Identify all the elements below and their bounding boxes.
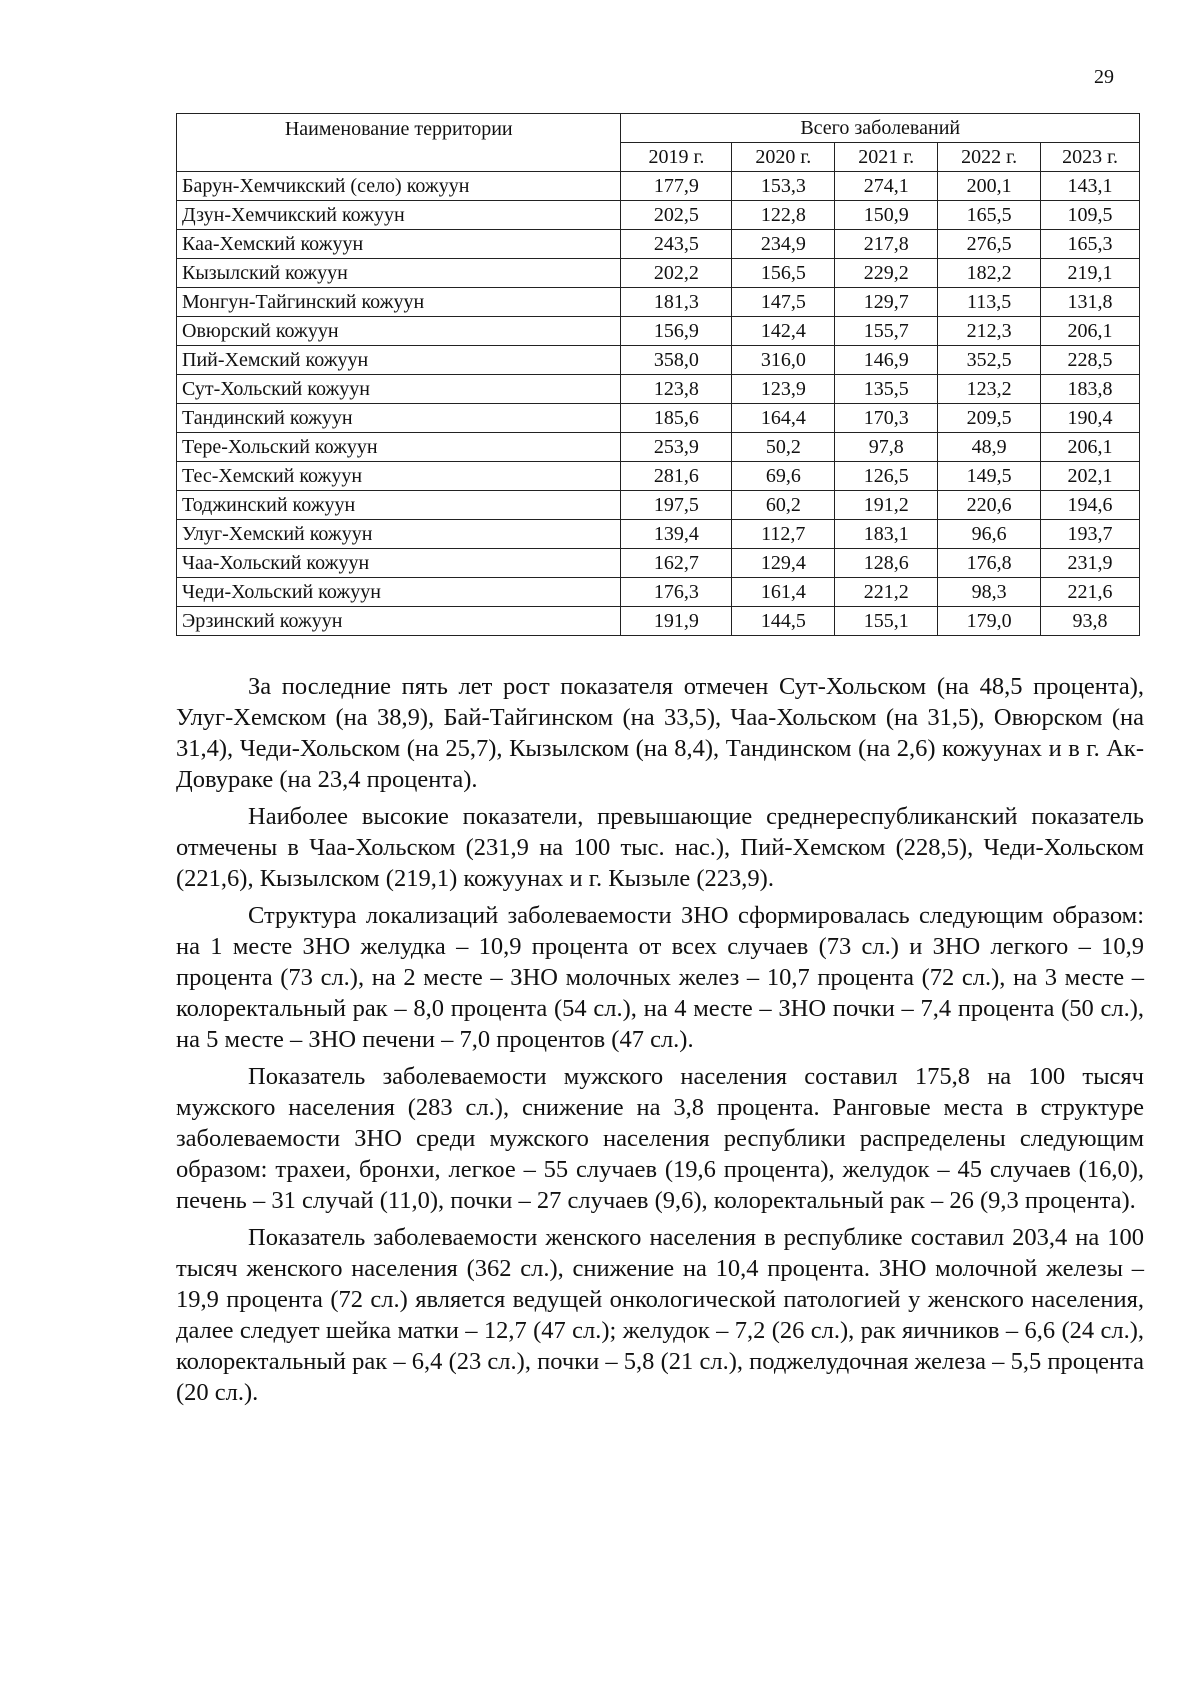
table-row [177,491,1140,520]
value-cell: 253,9 [621,433,732,462]
value-cell: 143,1 [1041,172,1140,201]
value-cell: 274,1 [835,172,938,201]
territory-name-cell: Каа-Хемский кожуун [177,230,621,259]
value-cell: 202,2 [621,259,732,288]
value-cell: 156,9 [621,317,732,346]
territory-name-cell: Монгун-Тайгинский кожуун [177,288,621,317]
territory-name-cell: Эрзинский кожуун [177,607,621,636]
table-row [177,172,1140,201]
value-cell: 183,1 [835,520,938,549]
value-cell: 165,5 [938,201,1041,230]
value-cell: 161,4 [732,578,835,607]
value-cell: 153,3 [732,172,835,201]
value-cell: 98,3 [938,578,1041,607]
value-cell: 219,1 [1041,259,1140,288]
territory-name-cell: Чеди-Хольский кожуун [177,578,621,607]
value-cell: 212,3 [938,317,1041,346]
value-cell: 149,5 [938,462,1041,491]
value-cell: 200,1 [938,172,1041,201]
paragraph: Структура локализаций заболеваемости ЗНО сформировалась следующим образом: на 1 месте ЗНО желудка – 10,9 процента от всех случаев (73 сл.) и ЗНО легкого – 10,9 процента (73 сл.), на 2 месте – ЗНО молочных желез – 10,7 процента (72 сл.), на 3 месте – колоректальный рак – 8,0 процента (54 сл.), на 4 месте – ЗНО почки – 7,4 процента (50 сл.), на 5 месте – ЗНО печени – 7,0 процентов (47 сл.). [176,902,1144,1053]
paragraph: Наиболее высокие показатели, превышающие среднереспубликанский показатель отмечены в Чаа-Хольском (231,9 на 100 тыс. нас.), Пий-Хемском (228,5), Чеди-Хольском (221,6), Кызылском (219,1) кожуунах и г. Кызыле (223,9). [176,803,1144,892]
territory-name-cell: Барун-Хемчикский (село) кожуун [177,172,621,201]
value-cell: 193,7 [1041,520,1140,549]
year-header: 2022 г. [938,143,1041,172]
total-diseases-header: Всего заболеваний [621,114,1140,143]
value-cell: 96,6 [938,520,1041,549]
table-row [177,230,1140,259]
value-cell: 126,5 [835,462,938,491]
value-cell: 112,7 [732,520,835,549]
value-cell: 170,3 [835,404,938,433]
territory-name-cell: Тере-Хольский кожуун [177,433,621,462]
value-cell: 135,5 [835,375,938,404]
value-cell: 162,7 [621,549,732,578]
territory-name-cell: Дзун-Хемчикский кожуун [177,201,621,230]
territory-name-cell: Овюрский кожуун [177,317,621,346]
value-cell: 217,8 [835,230,938,259]
table-row [177,462,1140,491]
paragraph: Показатель заболеваемости мужского населения составил 175,8 на 100 тысяч мужского населения (283 сл.), снижение на 3,8 процента. Ранговые места в структуре заболеваемости ЗНО среди мужского населения республики распределены следующим образом: трахеи, бронхи, легкое – 55 случаев (19,6 процента), желудок – 45 случаев (16,0), печень – 31 случай (11,0), почки – 27 случаев (9,6), колоректальный рак – 26 (9,3 процента). [176,1063,1144,1214]
value-cell: 281,6 [621,462,732,491]
value-cell: 206,1 [1041,433,1140,462]
value-cell: 123,8 [621,375,732,404]
value-cell: 93,8 [1041,607,1140,636]
value-cell: 358,0 [621,346,732,375]
value-cell: 177,9 [621,172,732,201]
territory-name-cell: Кызылский кожуун [177,259,621,288]
table-row [177,578,1140,607]
table-row [177,520,1140,549]
value-cell: 183,8 [1041,375,1140,404]
value-cell: 129,7 [835,288,938,317]
value-cell: 221,2 [835,578,938,607]
value-cell: 228,5 [1041,346,1140,375]
value-cell: 316,0 [732,346,835,375]
morbidity-table [176,113,1140,636]
value-cell: 128,6 [835,549,938,578]
territory-name-cell: Тандинский кожуун [177,404,621,433]
value-cell: 164,4 [732,404,835,433]
value-cell: 142,4 [732,317,835,346]
paragraph: За последние пять лет рост показателя отмечен Сут-Хольском (на 48,5 процента), Улуг-Хемском (на 38,9), Бай-Тайгинском (на 33,5), Чаа-Хольском (на 31,5), Овюрском (на 31,4), Чеди-Хольском (на 25,7), Кызылском (на 8,4), Тандинском (на 2,6) кожуунах и в г. Ак-Довураке (на 23,4 процента). [176,673,1144,793]
value-cell: 150,9 [835,201,938,230]
value-cell: 113,5 [938,288,1041,317]
page-number: 29 [1094,66,1114,88]
table-row [177,317,1140,346]
value-cell: 202,1 [1041,462,1140,491]
value-cell: 69,6 [732,462,835,491]
value-cell: 60,2 [732,491,835,520]
value-cell: 165,3 [1041,230,1140,259]
table-header-row [177,114,1140,143]
paragraph: Показатель заболеваемости женского населения в республике составил 203,4 на 100 тысяч женского населения (362 сл.), снижение на 10,4 процента. ЗНО молочной железы – 19,9 процента (72 сл.) является ведущей онкологической патологией у женского населения, далее следует шейка матки – 12,7 (47 сл.); желудок – 7,2 (26 сл.), рак яичников – 6,6 (24 сл.), колоректальный рак – 6,4 (23 сл.), почки – 5,8 (21 сл.), поджелудочная железа – 5,5 процента (20 сл.). [176,1224,1144,1406]
territory-header: Наименование территории [177,114,621,172]
value-cell: 276,5 [938,230,1041,259]
value-cell: 48,9 [938,433,1041,462]
table-row [177,607,1140,636]
value-cell: 50,2 [732,433,835,462]
value-cell: 146,9 [835,346,938,375]
value-cell: 202,5 [621,201,732,230]
body-text [176,671,1144,1414]
value-cell: 182,2 [938,259,1041,288]
value-cell: 155,1 [835,607,938,636]
table-body [177,172,1140,636]
territory-name-cell: Тес-Хемский кожуун [177,462,621,491]
value-cell: 131,8 [1041,288,1140,317]
value-cell: 229,2 [835,259,938,288]
value-cell: 190,4 [1041,404,1140,433]
value-cell: 97,8 [835,433,938,462]
value-cell: 156,5 [732,259,835,288]
value-cell: 109,5 [1041,201,1140,230]
year-header: 2021 г. [835,143,938,172]
value-cell: 197,5 [621,491,732,520]
territory-name-cell: Сут-Хольский кожуун [177,375,621,404]
table-row [177,404,1140,433]
value-cell: 209,5 [938,404,1041,433]
territory-name-cell: Пий-Хемский кожуун [177,346,621,375]
table-row [177,375,1140,404]
year-header: 2019 г. [621,143,732,172]
value-cell: 181,3 [621,288,732,317]
table-row [177,201,1140,230]
year-header: 2020 г. [732,143,835,172]
value-cell: 234,9 [732,230,835,259]
value-cell: 220,6 [938,491,1041,520]
value-cell: 231,9 [1041,549,1140,578]
value-cell: 221,6 [1041,578,1140,607]
table-row [177,259,1140,288]
territory-name-cell: Чаа-Хольский кожуун [177,549,621,578]
value-cell: 122,8 [732,201,835,230]
value-cell: 352,5 [938,346,1041,375]
value-cell: 129,4 [732,549,835,578]
value-cell: 155,7 [835,317,938,346]
value-cell: 185,6 [621,404,732,433]
value-cell: 147,5 [732,288,835,317]
table-row [177,433,1140,462]
territory-name-cell: Тоджинский кожуун [177,491,621,520]
territory-name-cell: Улуг-Хемский кожуун [177,520,621,549]
value-cell: 243,5 [621,230,732,259]
value-cell: 123,9 [732,375,835,404]
value-cell: 206,1 [1041,317,1140,346]
value-cell: 144,5 [732,607,835,636]
value-cell: 179,0 [938,607,1041,636]
year-header: 2023 г. [1041,143,1140,172]
table-row [177,288,1140,317]
value-cell: 176,8 [938,549,1041,578]
value-cell: 139,4 [621,520,732,549]
table-row [177,549,1140,578]
table-row [177,346,1140,375]
value-cell: 194,6 [1041,491,1140,520]
value-cell: 191,2 [835,491,938,520]
value-cell: 123,2 [938,375,1041,404]
value-cell: 191,9 [621,607,732,636]
value-cell: 176,3 [621,578,732,607]
